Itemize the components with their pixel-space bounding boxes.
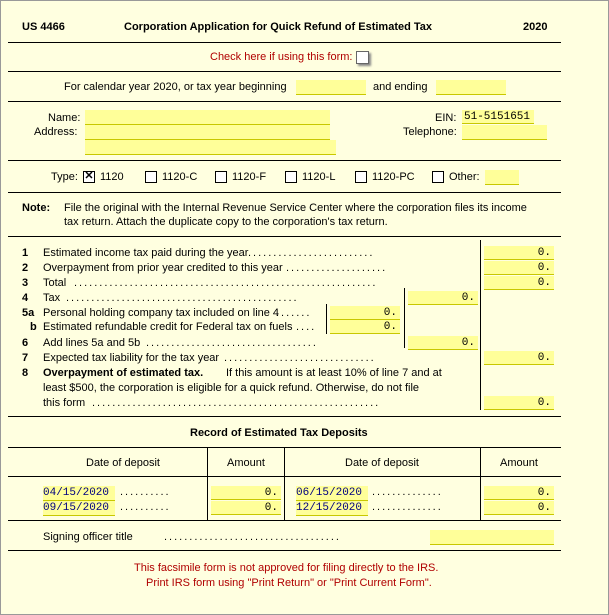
line8-leader: ......................................................... — [92, 397, 381, 409]
line6-label: Add lines 5a and 5b — [43, 337, 141, 349]
type-other-label: Other: — [449, 171, 480, 183]
line4-label: Tax — [43, 292, 61, 304]
line3-amount[interactable]: 0. — [484, 276, 554, 290]
type-label: Type: — [51, 171, 78, 183]
ein-field[interactable]: 51-5151651 — [462, 110, 534, 124]
deposits-col-divider-2 — [284, 448, 285, 520]
line7-leader: .............................. — [224, 352, 376, 364]
check-notice: Check here if using this form: — [210, 51, 353, 63]
line5b-number: b — [30, 321, 37, 333]
footer-notice-1: This facsimile form is not approved for filing directly to the IRS. — [134, 562, 439, 574]
deposit-date-field[interactable]: 09/15/2020 — [43, 501, 115, 516]
type-1120-checkbox[interactable]: ✕ — [84, 170, 94, 182]
form-title: Corporation Application for Quick Refund of Estimated Tax — [124, 21, 433, 33]
line7-amount[interactable]: 0. — [484, 351, 554, 365]
period-end-label: and ending — [373, 81, 428, 93]
line5b-label: Estimated refundable credit for Federal tax on fuels — [43, 321, 293, 333]
divider — [8, 520, 561, 521]
line8-label-3: this form — [43, 397, 86, 409]
divider — [8, 71, 561, 72]
line4-divider — [404, 288, 405, 348]
type-1120f-label: 1120-F — [232, 171, 267, 183]
signing-officer-label: Signing officer title — [43, 531, 133, 543]
deposit-leader: .......... — [120, 486, 171, 498]
line7-label: Expected tax liability for the tax year — [43, 352, 220, 364]
deposit-amount-field[interactable]: 0. — [211, 501, 281, 515]
type-1120pc-checkbox[interactable] — [355, 171, 367, 183]
deposits-col-date-1: Date of deposit — [86, 457, 160, 469]
line4-leader: .............................................. — [66, 292, 299, 304]
period-begin-label: For calendar year 2020, or tax year beginning — [64, 81, 287, 93]
line8-label-bold: Overpayment of estimated tax. — [43, 367, 204, 379]
divider — [8, 550, 561, 551]
deposit-leader: .............. — [372, 486, 443, 498]
line8-number: 8 — [22, 367, 29, 379]
line6-number: 6 — [22, 337, 29, 349]
period-end-field[interactable] — [436, 80, 506, 95]
deposits-col-divider-3 — [480, 448, 481, 520]
divider — [8, 101, 561, 102]
period-begin-field[interactable] — [296, 80, 366, 95]
line5b-leader: .... — [296, 321, 317, 333]
deposits-title: Record of Estimated Tax Deposits — [190, 427, 368, 439]
line3-leader: ............................................................ — [74, 277, 378, 289]
deposit-leader: .......... — [120, 501, 171, 513]
divider — [8, 192, 561, 193]
type-1120l-checkbox[interactable] — [285, 171, 297, 183]
divider — [8, 476, 561, 477]
divider — [8, 236, 561, 237]
line2-label: Overpayment from prior year credited to this year — [43, 262, 283, 274]
line5a-amount[interactable]: 0. — [330, 306, 400, 320]
line3-number: 3 — [22, 277, 29, 289]
type-1120-label: 1120 — [100, 171, 124, 183]
line8-label-2: least $500, the corporation is eligible for a quick refund. Otherwise, do not file — [43, 382, 420, 394]
line5a-leader: ....... — [276, 307, 312, 319]
deposit-date-field[interactable]: 06/15/2020 — [296, 486, 368, 501]
line4-number: 4 — [22, 292, 29, 304]
name-field[interactable] — [85, 110, 330, 125]
note-text-1: File the original with the Internal Revenue Service Center where the corporation files its income — [64, 202, 527, 214]
type-1120pc-label: 1120-PC — [372, 171, 415, 183]
deposit-leader: .............. — [372, 501, 443, 513]
line7-number: 7 — [22, 352, 29, 364]
line4-amount[interactable]: 0. — [408, 291, 478, 305]
deposits-col-divider-1 — [207, 448, 208, 520]
line2-amount[interactable]: 0. — [484, 261, 554, 275]
use-form-checkbox[interactable] — [356, 51, 369, 64]
deposit-amount-field[interactable]: 0. — [484, 501, 554, 515]
signing-officer-field[interactable] — [430, 530, 554, 545]
line5-divider — [326, 304, 327, 334]
amount-column-divider — [480, 240, 481, 410]
ein-label: EIN: — [435, 112, 457, 124]
type-1120c-checkbox[interactable] — [145, 171, 157, 183]
telephone-field[interactable] — [462, 125, 547, 140]
deposits-col-date-2: Date of deposit — [345, 457, 419, 469]
form-id: US 4466 — [22, 21, 65, 33]
deposit-amount-field[interactable]: 0. — [484, 486, 554, 500]
line3-label: Total — [43, 277, 67, 289]
address-field-2[interactable] — [85, 140, 336, 155]
form-year: 2020 — [523, 21, 548, 33]
type-other-field[interactable] — [485, 170, 519, 185]
line5a-label: Personal holding company tax included on line 4 — [43, 307, 280, 319]
telephone-label: Telephone: — [403, 126, 457, 138]
divider — [8, 160, 561, 161]
signing-leader: ................................... — [164, 531, 341, 543]
line5a-number: 5a — [22, 307, 35, 319]
deposit-date-field[interactable]: 04/15/2020 — [43, 486, 115, 501]
type-1120l-label: 1120-L — [302, 171, 336, 183]
divider — [8, 42, 561, 43]
address-field-1[interactable] — [85, 125, 330, 140]
type-1120f-checkbox[interactable] — [215, 171, 227, 183]
line1-label: Estimated income tax paid during the year — [43, 247, 249, 259]
footer-notice-2: Print IRS form using "Print Return" or "Print Current Form". — [146, 577, 432, 589]
deposits-col-amount-2: Amount — [500, 457, 538, 469]
line5b-amount[interactable]: 0. — [330, 320, 400, 334]
line8-amount[interactable]: 0. — [484, 396, 554, 410]
deposits-col-amount-1: Amount — [227, 457, 265, 469]
deposit-amount-field[interactable]: 0. — [211, 486, 281, 500]
line2-leader: .................... — [286, 262, 388, 274]
line6-amount[interactable]: 0. — [408, 336, 478, 350]
line2-number: 2 — [22, 262, 29, 274]
line8-label-rest: If this amount is at least 10% of line 7 and at — [226, 367, 442, 379]
line1-number: 1 — [22, 247, 29, 259]
address-label: Address: — [34, 126, 78, 138]
deposit-date-field[interactable]: 12/15/2020 — [296, 501, 368, 516]
type-1120c-label: 1120-C — [162, 171, 198, 183]
note-text-2: tax return. Attach the duplicate copy to the corporation's tax return. — [64, 216, 388, 228]
type-other-checkbox[interactable] — [432, 171, 444, 183]
note-label: Note: — [22, 202, 51, 214]
line6-leader: .................................. — [146, 337, 318, 349]
line1-amount[interactable]: 0. — [484, 246, 554, 260]
divider — [8, 416, 561, 417]
line1-leader: ......................... — [248, 247, 375, 259]
name-label: Name: — [48, 112, 81, 124]
